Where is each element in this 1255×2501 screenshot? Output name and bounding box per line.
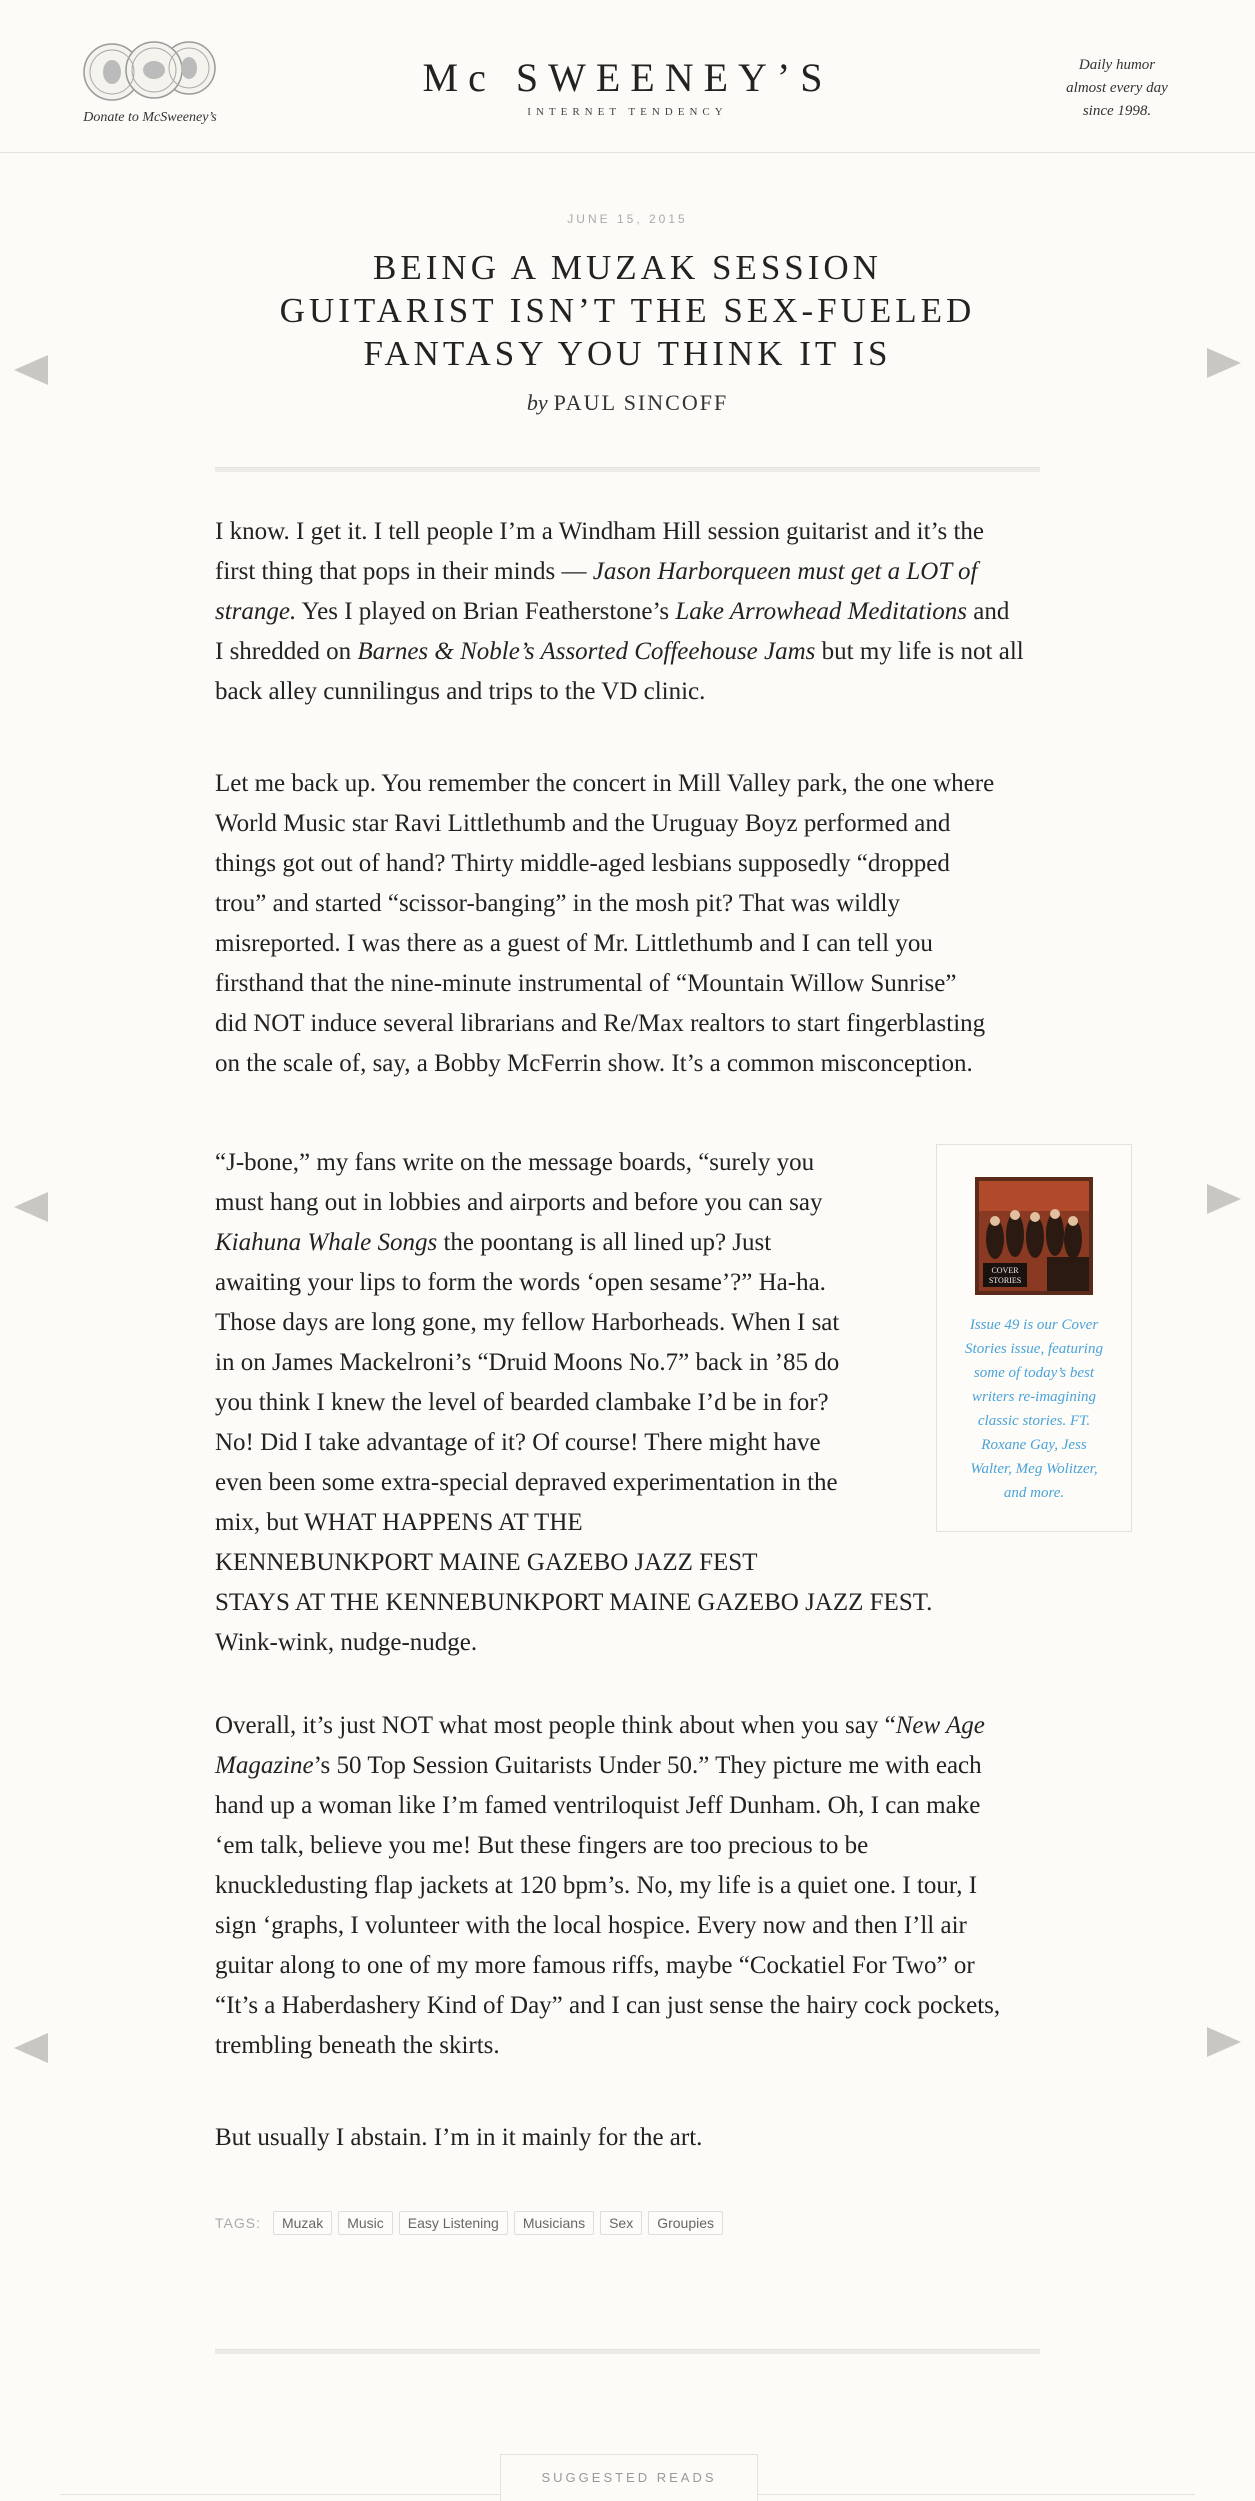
tag-sex[interactable]: Sex <box>600 2211 642 2235</box>
tag-musicians[interactable]: Musicians <box>514 2211 594 2235</box>
next-article-arrow-icon[interactable] <box>1207 348 1241 378</box>
article-paragraph: Overall, it’s just NOT what most people think about when you say “New Age Magazine’s 50 Top Session Guitarists Under 50.” They picture me with each hand up a woman like I’m famed ventriloquist Jeff Dunham. Oh, I can make ‘em talk, believe you me! But these fingers are too precious to be knuckledusting flap jackets at 120 bpm’s. No, my life is a quiet one. I tour, I sign ‘graphs, I volunteer with the local hospice. Every now and then I’ll air guitar along to one of my more famous riffs, maybe “Cockatiel For Two” or “It’s a Haberdashery Kind of Day” and I can just sense the hairy cock pockets, trembling beneath the skirts. <box>215 1712 1001 2059</box>
prev-article-arrow-icon[interactable] <box>14 2033 48 2063</box>
tag-music[interactable]: Music <box>338 2211 393 2235</box>
cover-stories-book-image <box>975 1177 1093 1295</box>
prev-article-arrow-icon[interactable] <box>14 355 48 385</box>
article-paragraph: I know. I get it. I tell people I’m a Windham Hill session guitarist and it’s the first thing that pops in their minds — Jason Harborqueen must get a LOT of strange. Yes I played on Brian Featherstone’s Lake Arrowhead Meditations and I shredded on Barnes & Noble’s Assorted Coffeehouse Jams but my life is not all back alley cunnilingus and trips to the VD clinic. <box>215 518 1024 705</box>
donate-label: Donate to McSweeney’s <box>83 110 217 125</box>
tag-groupies[interactable]: Groupies <box>648 2211 723 2235</box>
article-paragraph: But usually I abstain. I’m in it mainly for the art. <box>215 2124 703 2151</box>
issue-49-ad[interactable] <box>936 1144 1132 1532</box>
divider <box>215 467 1040 472</box>
tag-muzak[interactable]: Muzak <box>273 2211 332 2235</box>
tags-label: TAGS: <box>215 2215 261 2231</box>
next-article-arrow-icon[interactable] <box>1207 1184 1241 1214</box>
author-link[interactable]: PAUL SINCOFF <box>553 390 729 415</box>
suggested-reads-heading: SUGGESTED READS <box>500 2454 758 2501</box>
logo-subtitle: INTERNET TENDENCY <box>527 106 728 118</box>
issue-49-ad-text[interactable]: Issue 49 is our Cover Stories issue, featuring some of today’s best writers re-imagining classic stories. FT. Roxane Gay, Jess Walter, Meg Wolitzer, and more. <box>965 1317 1103 1501</box>
article-date: JUNE 15, 2015 <box>567 212 688 226</box>
site-tagline: Daily humor almost every day since 1998. <box>1066 57 1168 119</box>
svg-text:STORIES: STORIES <box>988 1276 1022 1285</box>
logo-title: Mc SWEENEY’S <box>422 55 833 100</box>
svg-text:COVER: COVER <box>991 1266 1019 1275</box>
article-paragraph: “J-bone,” my fans write on the message boards, “surely you must hang out in lobbies and airports and before you can say Kiahuna Whale Songs the poontang is all lined up? Just awaiting your lips to form the words ‘open sesame’?” Ha-ha. Those days are long gone, my fellow Harborheads. When I sat in on James Mackelroni’s “Druid Moons No.7” back in ’85 do you think I knew the level of bearded clambake I’d be in for? No! Did I take advantage of it? Of course! There might have even been some extra-special depraved experimentation in the mix, but WHAT HAPPENS AT THE KENNEBUNKPORT MAINE GAZEBO JAZZ FEST STAYS AT THE KENNEBUNKPORT MAINE GAZEBO JAZZ FEST. Wink-wink, nudge-nudge. <box>215 1149 933 1656</box>
tag-list <box>215 2210 729 2236</box>
article-title: BEING A MUZAK SESSION GUITARIST ISN’T THE SEX-FUELED FANTASY YOU THINK IT IS <box>279 248 976 373</box>
prev-article-arrow-icon[interactable] <box>14 1192 48 1222</box>
next-article-arrow-icon[interactable] <box>1207 2027 1241 2057</box>
divider <box>215 2349 1040 2354</box>
article-paragraph: Let me back up. You remember the concert in Mill Valley park, the one where World Music star Ravi Littlethumb and the Uruguay Boyz performed and things got out of hand? Thirty middle-aged lesbians supposedly “dropped trou” and started “scissor-banging” in the mosh pit? That was wildly misreported. I was there as a guest of Mr. Littlethumb and I can tell you firsthand that the nine-minute instrumental of “Mountain Willow Sunrise” did NOT induce several librarians and Re/Max realtors to start fingerblasting on the scale of, say, a Bobby McFerrin show. It’s a common misconception. <box>215 770 995 1077</box>
site-header <box>0 0 1255 153</box>
tag-easy-listening[interactable]: Easy Listening <box>399 2211 508 2235</box>
byline: by PAUL SINCOFF <box>526 390 729 415</box>
